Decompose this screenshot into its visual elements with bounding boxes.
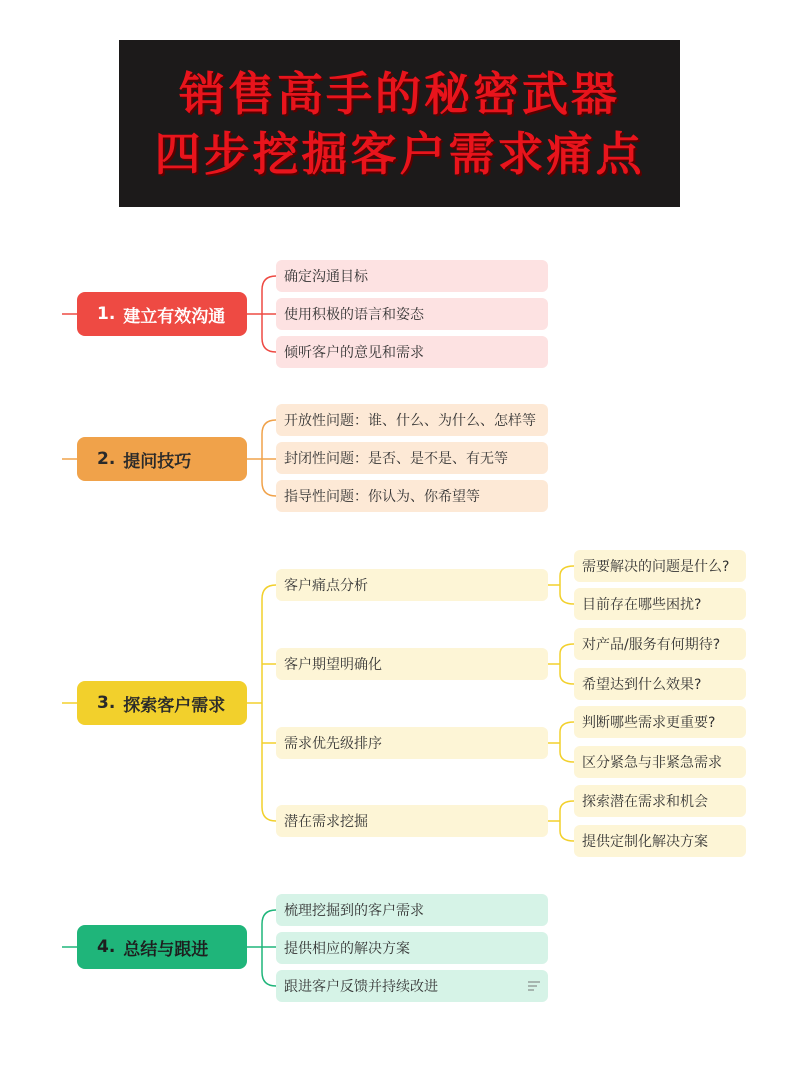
title-line-2: 四步挖掘客户需求痛点	[154, 126, 645, 181]
step-4-node[interactable]	[77, 925, 247, 969]
step-4-number: 4.	[97, 937, 116, 957]
title-line-1: 销售高手的秘密武器	[179, 66, 620, 121]
note-icon	[528, 982, 540, 991]
step-3-branch-1-sub-1[interactable]: 需要解决的问题是什么?	[574, 550, 746, 582]
step-4-item-3: 跟进客户反馈并持续改进	[284, 979, 438, 995]
step-4-item-1[interactable]: 梳理挖掘到的客户需求	[276, 894, 548, 926]
step-3-branch-2-sub-1[interactable]: 对产品/服务有何期待?	[574, 628, 746, 660]
step-1-item-3[interactable]: 倾听客户的意见和需求	[276, 336, 548, 368]
step-3-branch-3[interactable]: 需求优先级排序	[276, 727, 548, 759]
step-1-item-2[interactable]: 使用积极的语言和姿态	[276, 298, 548, 330]
step-1-node[interactable]	[77, 292, 247, 336]
step-3-node[interactable]	[77, 681, 247, 725]
step-2-title: 提问技巧	[123, 451, 192, 472]
step-2-number: 2.	[97, 449, 116, 469]
step-3-branch-2[interactable]: 客户期望明确化	[276, 648, 548, 680]
step-1-number: 1.	[97, 304, 116, 324]
step-1-item-1[interactable]: 确定沟通目标	[276, 260, 548, 292]
step-3-branch-1[interactable]: 客户痛点分析	[276, 569, 548, 601]
step-1-title: 建立有效沟通	[123, 306, 226, 327]
step-3-branch-4[interactable]: 潜在需求挖掘	[276, 805, 548, 837]
step-3-title: 探索客户需求	[123, 695, 226, 716]
step-3-branch-3-sub-2[interactable]: 区分紧急与非紧急需求	[574, 746, 746, 778]
step-2-item-2[interactable]: 封闭性问题：是否、是不是、有无等	[276, 442, 548, 474]
step-3-branch-3-sub-1[interactable]: 判断哪些需求更重要?	[574, 706, 746, 738]
step-2-item-3[interactable]: 指导性问题：你认为、你希望等	[276, 480, 548, 512]
step-4-item-3-wrap[interactable]	[276, 970, 548, 1002]
step-3-branch-2-sub-2[interactable]: 希望达到什么效果?	[574, 668, 746, 700]
step-3-branch-4-sub-1[interactable]: 探索潜在需求和机会	[574, 785, 746, 817]
step-3-branch-1-sub-2[interactable]: 目前存在哪些困扰?	[574, 588, 746, 620]
step-4-title: 总结与跟进	[123, 939, 209, 960]
step-2-item-1[interactable]: 开放性问题：谁、什么、为什么、怎样等	[276, 404, 548, 436]
step-3-branch-4-sub-2[interactable]: 提供定制化解决方案	[574, 825, 746, 857]
step-3-number: 3.	[97, 693, 116, 713]
step-4-item-2[interactable]: 提供相应的解决方案	[276, 932, 548, 964]
step-2-node[interactable]	[77, 437, 247, 481]
